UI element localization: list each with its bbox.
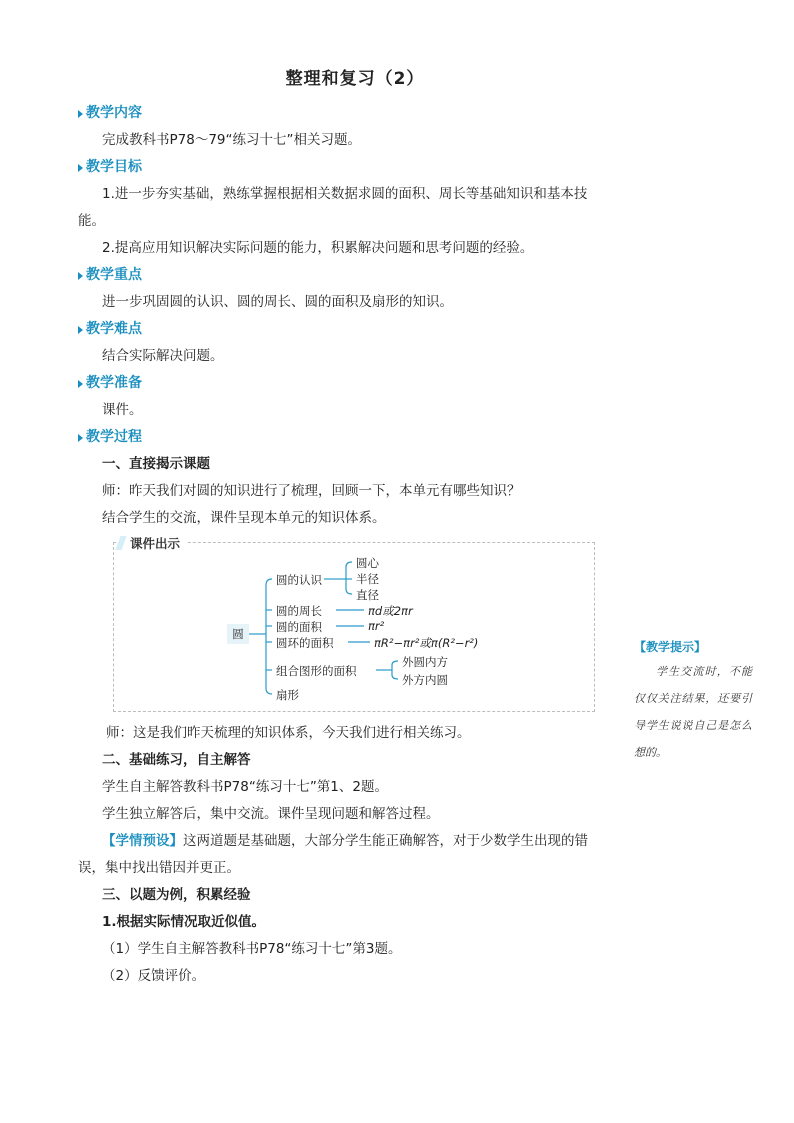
branch-circumference: 圆的周长: [276, 604, 322, 618]
courseware-tag: 课件出示: [118, 534, 186, 552]
leaf-radius: 半径: [356, 572, 379, 586]
tree-root: 圆: [227, 624, 249, 644]
tree-lines: [114, 543, 594, 711]
leaf-outer-square-inner-circle: 外方内圆: [402, 673, 448, 687]
preset-tag: 【学情预设】: [102, 833, 183, 849]
step-2-para-2: 学生独立解答后，集中交流。课件呈现问题和解答过程。: [102, 806, 440, 822]
teaching-tip-body: 学生交流时，不能仅仅关注结果，还要引导学生说说自己是怎么想的。: [634, 665, 752, 759]
step-2-heading: 二、基础练习，自主解答: [102, 752, 251, 768]
branch-area: 圆的面积: [276, 620, 322, 634]
branch-circle-intro: 圆的认识: [276, 573, 322, 587]
triangle-bullet-icon: [78, 272, 83, 280]
teaching-tip-sidebar: [634, 638, 752, 766]
section-heading-key: 教学重点: [78, 262, 608, 289]
goal-1-line-1: 1.进一步夯实基础，熟练掌握根据相关数据求圆的面积、周长等基础知识和基本技: [102, 186, 588, 202]
goal-2: 2.提高应用知识解决实际问题的能力，积累解决问题和思考问题的经验。: [102, 240, 534, 256]
step-3-heading: 三、以题为例，积累经验: [102, 887, 251, 903]
step-1-para-1: 师：昨天我们对圆的知识进行了梳理，回顾一下，本单元有哪些知识？: [102, 483, 521, 499]
leaf-diameter: 直径: [356, 588, 379, 602]
section-heading-prep: 教学准备: [78, 370, 608, 397]
preset-para-line-1: 【学情预设】这两道题是基础题，大部分学生能正确解答，对于少数学生出现的错: [102, 833, 588, 849]
courseware-box: [113, 536, 595, 712]
triangle-bullet-icon: [78, 110, 83, 118]
formula-circumference: πd或2πr: [368, 604, 413, 618]
triangle-bullet-icon: [78, 326, 83, 334]
content-text: 完成教科书P78～79“练习十七”相关习题。: [102, 132, 361, 148]
step-1-para-2: 结合学生的交流，课件呈现本单元的知识体系。: [102, 510, 386, 526]
triangle-bullet-icon: [78, 380, 83, 388]
branch-composite-area: 组合图形的面积: [276, 664, 357, 678]
after-box-text: 师：这是我们昨天梳理的知识体系，今天我们进行相关练习。: [106, 725, 471, 741]
page-title: 整理和复习（2）: [285, 69, 425, 89]
formula-area: πr²: [368, 619, 385, 633]
formula-ring-area: πR²−πr²或π(R²−r²): [374, 636, 479, 650]
leaf-center: 圆心: [356, 556, 379, 570]
difficulty-text: 结合实际解决问题。: [102, 348, 224, 364]
leaf-outer-circle-inner-square: 外圆内方: [402, 655, 448, 669]
main-content: [78, 100, 608, 990]
knowledge-tree: [114, 543, 594, 711]
section-heading-difficulty: 教学难点: [78, 316, 608, 343]
preset-para-line-2: 误，集中找出错因并更正。: [78, 860, 240, 876]
branch-ring-area: 圆环的面积: [276, 636, 334, 650]
triangle-bullet-icon: [78, 164, 83, 172]
step-3-item-1: （1）学生自主解答教科书P78“练习十七”第3题。: [102, 941, 402, 957]
goal-1-line-2: 能。: [78, 213, 105, 229]
triangle-bullet-icon: [78, 434, 83, 442]
key-text: 进一步巩固圆的认识、圆的周长、圆的面积及扇形的知识。: [102, 294, 453, 310]
step-1-heading: 一、直接揭示课题: [102, 456, 210, 472]
section-heading-goal: 教学目标: [78, 154, 608, 181]
step-3-item-2: （2）反馈评价。: [102, 968, 206, 984]
step-3-subheading: 1.根据实际情况取近似值。: [102, 914, 266, 930]
section-heading-process: 教学过程: [78, 424, 608, 451]
step-2-para-1: 学生自主解答教科书P78“练习十七”第1、2题。: [102, 779, 388, 795]
section-heading-content: 教学内容: [78, 100, 608, 127]
branch-sector: 扇形: [276, 688, 299, 702]
prep-text: 课件。: [102, 402, 143, 418]
teaching-tip-title: 【教学提示】: [634, 640, 707, 654]
